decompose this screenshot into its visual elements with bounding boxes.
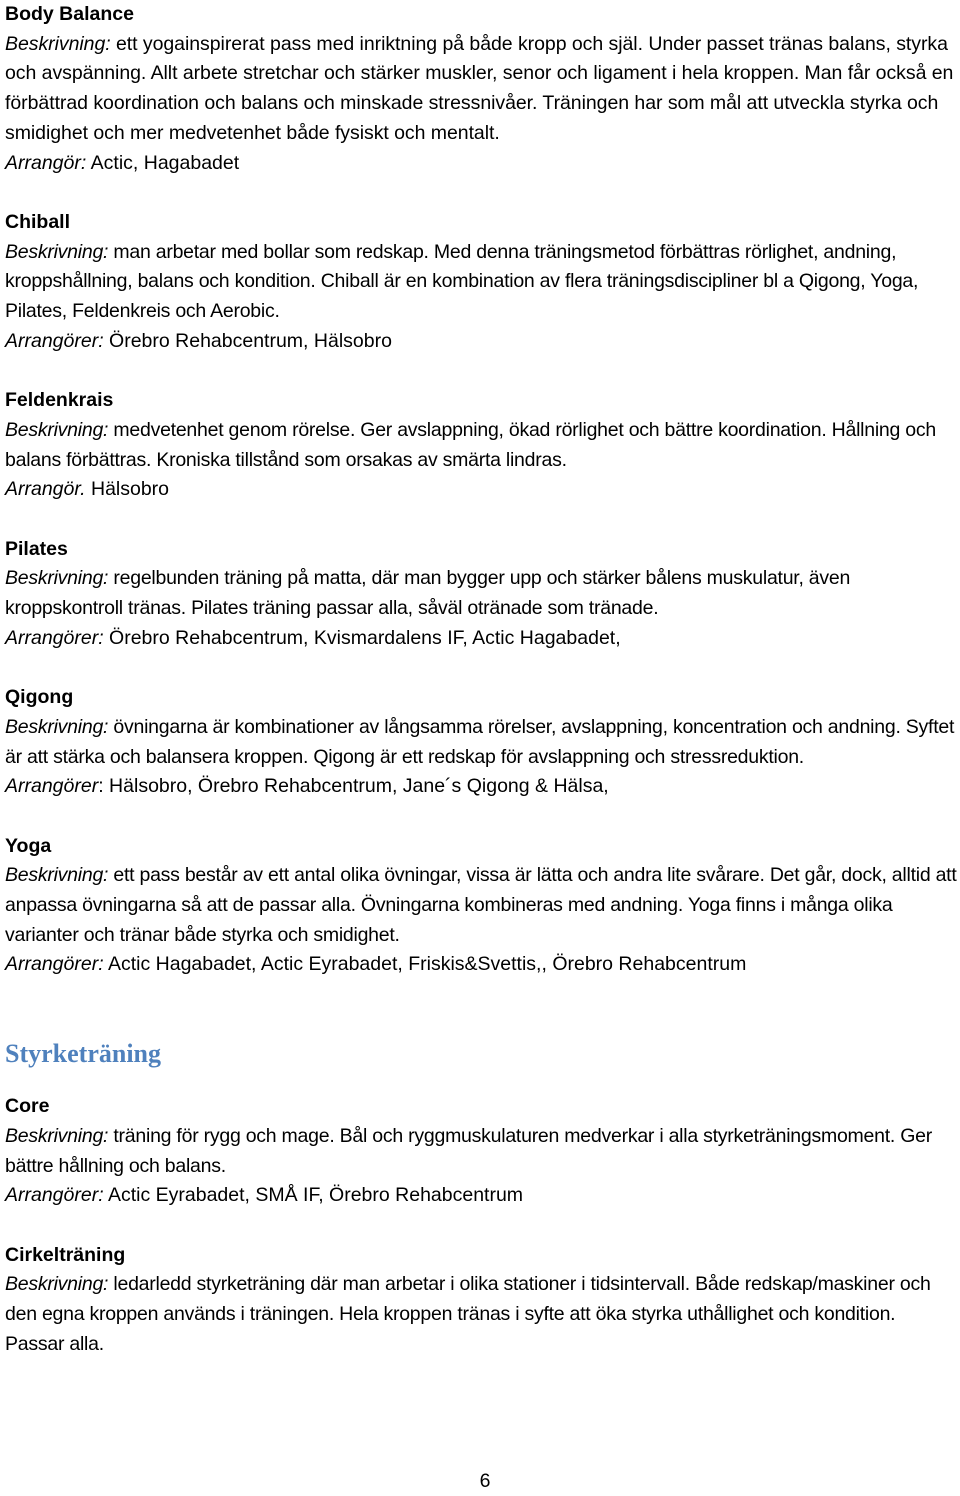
section-pilates [5,535,957,654]
organizer-label: Arrangörer: [5,329,104,352]
section-description [5,1122,957,1181]
section-description [5,861,957,950]
description-label: Beskrivning: [5,240,109,263]
organizer-text: Örebro Rehabcentrum, Kvismardalens IF, Actic Hagabadet, [103,626,621,649]
section-yoga [5,832,957,981]
section-description [5,30,957,149]
section-organizer [5,1181,957,1211]
section-feldenkrais [5,386,957,505]
description-text: man arbetar med bollar som redskap. Med denna träningsmetod förbättras rörlighet, andning, kroppshållning, balans och kondition. Chiball är en kombination av flera träningsdiscipliner bl a Qigong, Yoga, Pilates, Feldenkreis och Aerobic. [5,240,919,323]
description-text: ett yogainspirerat pass med inriktning på både kropp och själ. Under passet tränas balans, styrka och avspänning. Allt arbete stretchar och stärker muskler, senor och ligament i hela kroppen. Man får också en förbättrad koordination och balans och minskade stressnivåer. Träningen har som mål att utveckla styrka och smidighet och mer medvetenhet både fysiskt och mentalt. [5,32,954,144]
section-description [5,1270,957,1359]
section-description [5,416,957,475]
section-title: Body Balance [5,3,134,25]
section-organizer [5,624,957,654]
section-description [5,713,957,772]
section-chiball [5,208,957,357]
page-number: 6 [479,1470,491,1492]
section-cirkeltraning [5,1241,957,1360]
section-title: Yoga [5,834,52,857]
description-text: träning för rygg och mage. Bål och ryggmuskulaturen medverkar i alla styrketräningsmoment. Ger bättre hållning och balans. [5,1124,933,1177]
section-organizer [5,327,957,357]
section-core [5,1092,957,1211]
organizer-text: Actic Eyrabadet, SMÅ IF, Örebro Rehabcentrum [103,1184,524,1207]
description-text: övningarna är kombinationer av långsamma rörelser, avslappning, koncentration och andning. Syftet är att stärka och balansera kroppen. Qigong är ett redskap för avslappning och stressreduktion. [5,715,955,768]
organizer-label: Arrangörer: [5,626,104,649]
section-description [5,564,957,623]
document-page [5,0,957,1359]
section-title: Core [5,1095,50,1118]
section-qigong [5,683,957,802]
organizer-text: Actic Hagabadet, Actic Eyrabadet, Friskis&Svettis,, Örebro Rehabcentrum [103,953,747,976]
section-body-balance [5,0,957,178]
description-text: ledarledd styrketräning där man arbetar i olika stationer i tidsintervall. Både redskap/maskiner och den egna kroppen används i träningen. Hela kroppen tränas i syfte att öka styrka uthållighet och kondition. Passar alla. [5,1273,931,1355]
section-organizer [5,149,957,179]
organizer-label: Arrangör: [5,151,87,174]
description-label: Beskrivning: [5,1124,109,1147]
organizer-text: Hälsobro [85,478,170,501]
organizer-label: Arrangörer: [5,1184,104,1207]
section-description [5,238,957,327]
section-title: Chiball [5,210,71,233]
organizer-text: Actic, Hagabadet [86,151,240,174]
description-text: medvetenhet genom rörelse. Ger avslappning, ökad rörlighet och bättre koordination. Hållning och balans förbättras. Kroniska tillstånd som orsakas av smärta lindras. [5,418,936,471]
description-label: Beskrivning: [5,864,109,887]
organizer-label: Arrangörer [5,775,99,798]
description-text: ett pass består av ett antal olika övningar, vissa är lätta och andra lite svårare. Det går, dock, alltid att anpassa övningarna så att de passar alla. Övningarna kombineras med andning. Yoga finns i många olika varianter och tränar både styrka och smidighet. [5,864,957,946]
organizer-text: : Hälsobro, Örebro Rehabcentrum, Jane´s Qigong & Hälsa, [98,775,609,798]
section-organizer [5,772,957,802]
section-title: Pilates [5,537,68,560]
organizer-label: Arrangör. [5,478,86,501]
category-heading: Styrketräning [5,1039,161,1069]
organizer-label: Arrangörer: [5,953,104,976]
section-title: Cirkelträning [5,1243,126,1266]
description-label: Beskrivning: [5,418,109,441]
description-label: Beskrivning: [5,715,109,738]
description-label: Beskrivning: [5,1273,109,1296]
description-label: Beskrivning: [5,567,109,590]
section-title: Qigong [5,686,74,709]
section-organizer [5,950,957,980]
section-title: Feldenkrais [5,389,114,412]
description-text: regelbunden träning på matta, där man bygger upp och stärker bålens muskulatur, även kroppskontroll tränas. Pilates träning passar alla, såväl otränade som tränade. [5,567,851,620]
organizer-text: Örebro Rehabcentrum, Hälsobro [103,329,392,352]
section-organizer [5,475,957,505]
description-label: Beskrivning: [5,32,111,55]
